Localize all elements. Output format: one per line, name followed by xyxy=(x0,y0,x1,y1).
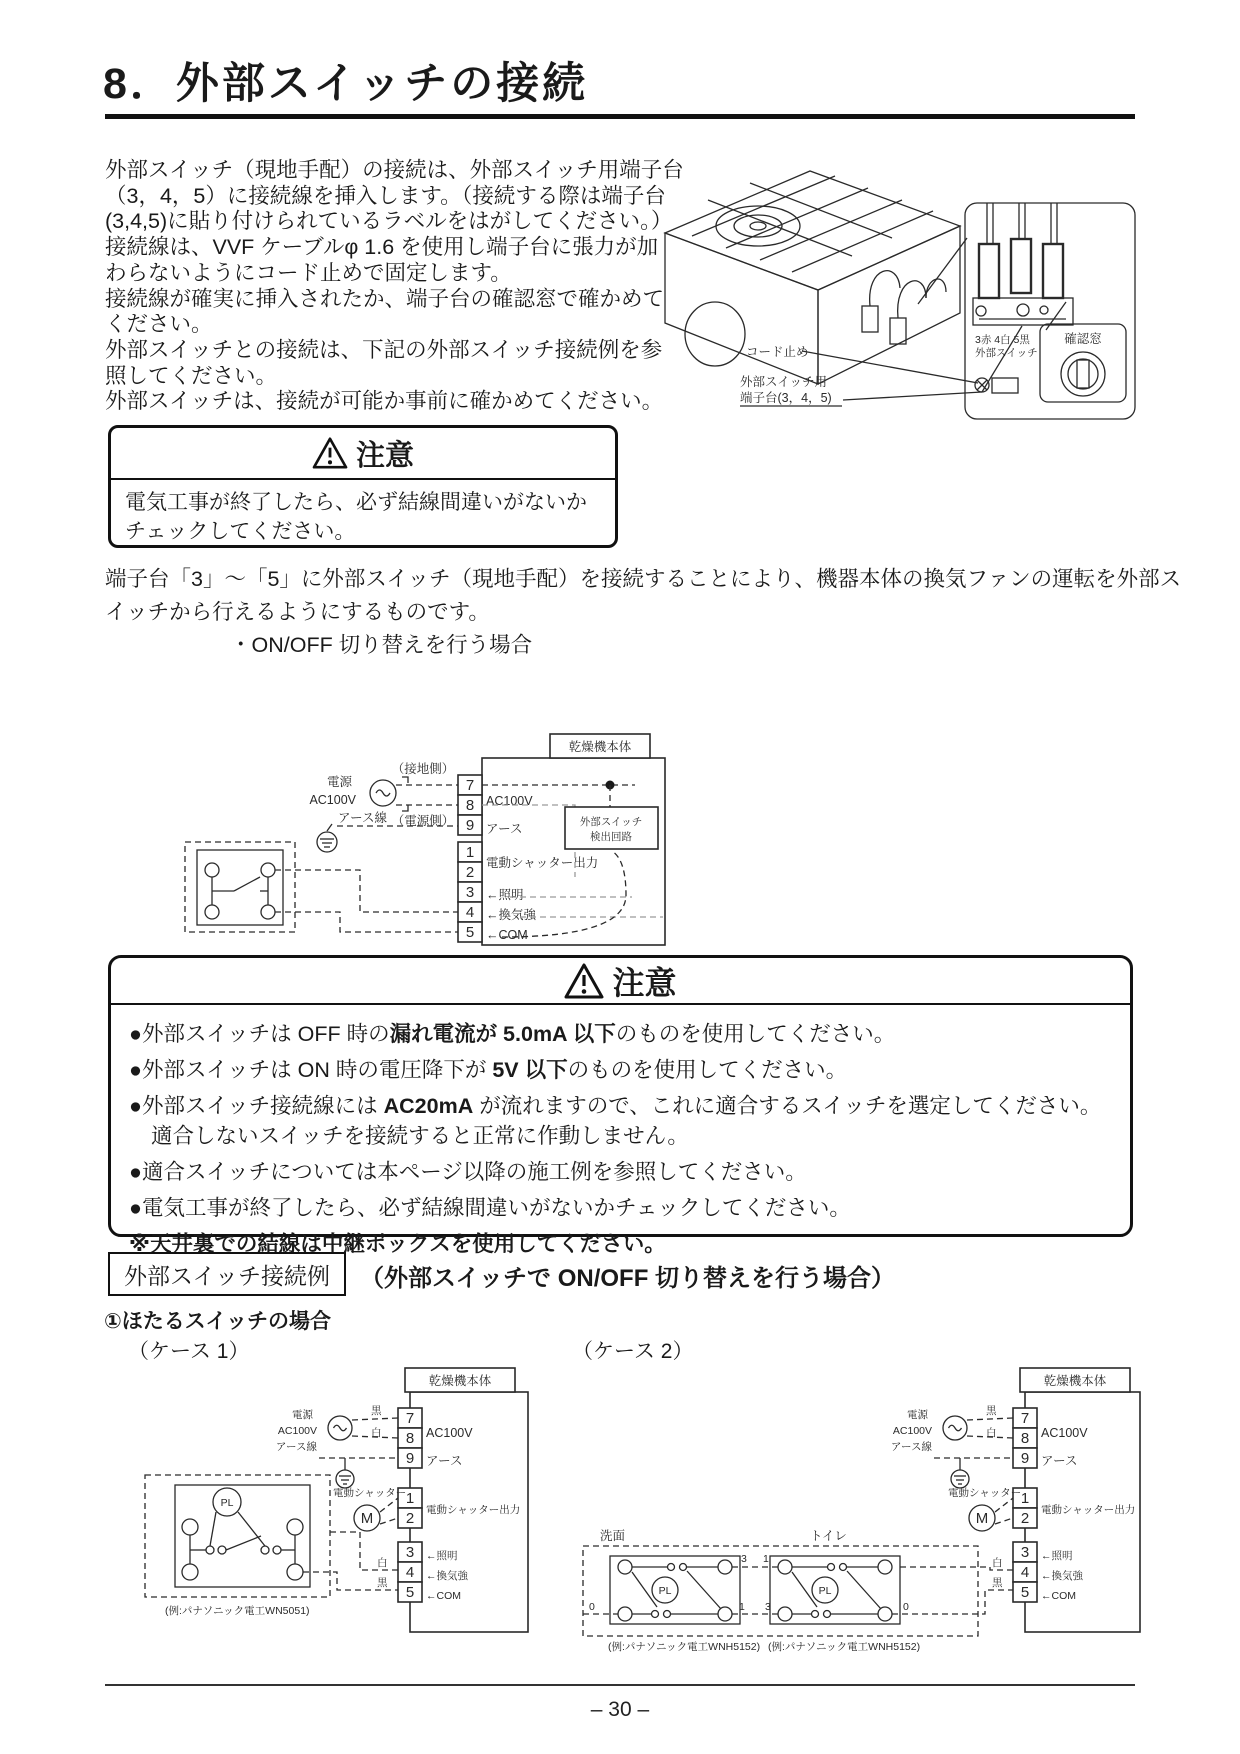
power-label: 電源 xyxy=(326,775,352,789)
white-wire-label: 白 xyxy=(986,1427,997,1439)
shutter-out-label: 電動シャッター出力 xyxy=(426,1504,521,1516)
caution-title: 注意 xyxy=(355,439,414,472)
power-ac-label: AC100V xyxy=(309,793,356,807)
cord-stop-label: コード止め xyxy=(746,345,809,359)
detect-circuit-line2: 検出回路 xyxy=(590,831,632,843)
middle-line: イッチから行えるようにするものです。 xyxy=(105,600,490,624)
warning-icon xyxy=(564,963,604,999)
unit-outline xyxy=(1020,1368,1140,1632)
intro-line: 外部スイッチとの接続は、下記の外部スイッチ接続例を参 xyxy=(105,337,663,362)
warning-icon xyxy=(312,437,348,469)
caution-bullet-continuation: 適合しないスイッチを接続すると正常に作動しません。 xyxy=(151,1124,689,1148)
terminal-detail-panel xyxy=(965,203,1135,419)
terminal-1: 1 xyxy=(1020,1490,1030,1507)
terminal-4: 4 xyxy=(1020,1564,1030,1581)
intro-paragraph xyxy=(105,158,684,415)
wire-color-label: 3赤 4白 5黒 xyxy=(975,334,1030,346)
intro-line: 接続線は、VVF ケーブルφ 1.6 を使用し端子台に張力が加 xyxy=(105,235,659,260)
terminal-5: 5 xyxy=(1020,1584,1030,1601)
terminal-1: 1 xyxy=(465,844,475,861)
vent-label: ←換気強 xyxy=(1041,1570,1083,1582)
terminal-callout-line1: 外部スイッチ用 xyxy=(740,375,828,389)
com-label: ←COM xyxy=(486,928,528,942)
case2-label: （ケース 2） xyxy=(572,1340,694,1363)
terminal-5: 5 xyxy=(405,1584,415,1601)
com-label: ←COM xyxy=(1041,1590,1076,1602)
ac-label: AC100V xyxy=(1041,1426,1088,1440)
power-label: 電源 xyxy=(907,1409,928,1421)
ac-label: AC100V xyxy=(426,1426,473,1440)
wire-number: 0 xyxy=(903,1601,909,1613)
caution-bullet: ●電気工事が終了したら、必ず結線間違いがないかチェックしてください。 xyxy=(129,1196,851,1220)
unit-illustration xyxy=(630,138,1140,434)
terminal-9: 9 xyxy=(405,1450,415,1467)
com-label: ←COM xyxy=(426,1590,461,1602)
section-subtitle: （外部スイッチで ON/OFF 切り替えを行う場合） xyxy=(360,1265,896,1292)
switch-example-caption: (例:パナソニック電工WNH5152) xyxy=(608,1641,761,1653)
caution-box-2 xyxy=(108,955,1133,1256)
caution-box-1 xyxy=(108,425,618,548)
washroom-label: 洗面 xyxy=(600,1529,626,1543)
earth-wire-label: アース線 xyxy=(338,811,388,825)
intro-line: (3,4,5)に貼り付けられているラベルをはがしてください。） xyxy=(105,209,673,234)
section-label-box xyxy=(108,1252,346,1296)
earth-wire-label: アース線 xyxy=(275,1441,317,1453)
ac-label: AC100V xyxy=(486,794,533,808)
power-source xyxy=(309,761,458,852)
wiring-diagram-onoff xyxy=(180,645,680,950)
wire-number: 3 xyxy=(741,1553,747,1565)
vent-label: ←換気強 xyxy=(426,1570,468,1582)
light-label: ←照明 xyxy=(426,1550,458,1562)
earth-label: アース xyxy=(486,822,523,836)
power-source xyxy=(891,1405,1013,1488)
white-wire-label: 白 xyxy=(992,1557,1003,1569)
terminal-7: 7 xyxy=(1020,1410,1030,1427)
shutter-motor xyxy=(333,1486,406,1531)
pilot-lamp: PL xyxy=(658,1585,672,1597)
earth-wire-label: アース線 xyxy=(890,1441,932,1453)
terminal-9: 9 xyxy=(1020,1450,1030,1467)
terminal-4: 4 xyxy=(465,904,475,921)
external-switch xyxy=(185,842,458,932)
window-label: 確認窓 xyxy=(1064,332,1102,346)
shutter-label: 電動シャッター xyxy=(948,1487,1022,1499)
intro-line: わらないようにコード止めで固定します。 xyxy=(105,260,512,285)
caution-title: 注意 xyxy=(612,964,677,1001)
caution-bullet: ●外部スイッチは ON 時の電圧降下が 5V 以下のものを使用してください。 xyxy=(129,1058,848,1082)
terminal-3: 3 xyxy=(405,1544,415,1561)
pilot-lamp: PL xyxy=(220,1497,234,1509)
terminal-9: 9 xyxy=(465,817,475,834)
ext-switch-label: 外部スイッチ xyxy=(975,347,1038,359)
power-source xyxy=(276,1405,398,1488)
title-rule xyxy=(105,114,1135,119)
unit-title: 乾燥機本体 xyxy=(1043,1374,1107,1388)
shutter-motor xyxy=(948,1486,1021,1531)
terminal-3: 3 xyxy=(1020,1544,1030,1561)
section-label: 外部スイッチ接続例 xyxy=(123,1262,331,1289)
black-wire-label: 黒 xyxy=(371,1405,382,1417)
black-wire-label: 黒 xyxy=(992,1577,1003,1589)
black-wire-label: 黒 xyxy=(986,1405,997,1417)
white-wire-label: 白 xyxy=(377,1557,388,1569)
caution-body: 電気工事が終了したら、必ず結線間違いがないかチェックしてください。 xyxy=(125,491,587,543)
bullet-dot: ● xyxy=(129,1196,142,1220)
light-label: ←照明 xyxy=(1041,1550,1073,1562)
middle-line: 端子台「3」～「5」に外部スイッチ（現地手配）を接続することにより、機器本体の換気ファンの運転を外部ス xyxy=(105,567,1182,591)
earth-label: アース xyxy=(426,1454,463,1468)
detect-circuit-line1: 外部スイッチ xyxy=(579,816,643,828)
motor-m: M xyxy=(975,1510,989,1527)
pilot-lamp: PL xyxy=(818,1585,832,1597)
terminal-8: 8 xyxy=(1020,1430,1030,1447)
shutter-out-label: 電動シャッター出力 xyxy=(1041,1504,1136,1516)
terminal-1: 1 xyxy=(405,1490,415,1507)
terminal-2: 2 xyxy=(465,864,475,881)
caution-header xyxy=(111,428,615,480)
terminal-7: 7 xyxy=(405,1410,415,1427)
power-label: 電源 xyxy=(292,1409,313,1421)
bullet-dot: ● xyxy=(129,1160,142,1184)
terminal-2: 2 xyxy=(405,1510,415,1527)
light-label: ←照明 xyxy=(486,888,524,902)
black-wire-label: 黒 xyxy=(377,1577,388,1589)
earth-label: アース xyxy=(1041,1454,1078,1468)
ground-side-label: （接地側） xyxy=(391,762,455,776)
onoff-case-label: ・ON/OFF 切り替えを行う場合 xyxy=(230,633,533,657)
intro-line: 照してください。 xyxy=(105,363,278,388)
bullet-dot: ● xyxy=(129,1094,142,1118)
hotaru-switch-heading: ①ほたるスイッチの場合 xyxy=(104,1310,331,1333)
terminal-4: 4 xyxy=(405,1564,415,1581)
caution-note: ※天井裏での結線は中継ボックスを使用してください。 xyxy=(129,1232,666,1256)
case1-label: （ケース 1） xyxy=(128,1340,250,1363)
shutter-label: 電動シャッター xyxy=(333,1487,407,1499)
wire-number: 1 xyxy=(763,1553,769,1565)
switch-example-caption: (例:パナソニック電工WNH5152) xyxy=(768,1641,921,1653)
vent-label: ←換気強 xyxy=(486,908,537,922)
bullet-dot: ● xyxy=(129,1058,142,1082)
case1-diagram xyxy=(105,1362,535,1662)
caution-bullet: ●適合スイッチについては本ページ以降の施工例を参照してください。 xyxy=(129,1160,807,1184)
wire-number: 0 xyxy=(589,1601,595,1613)
unit-title: 乾燥機本体 xyxy=(568,740,632,754)
caution-header xyxy=(111,958,1130,1005)
intro-line: ください。 xyxy=(105,312,213,337)
intro-line: 外部スイッチは、接続が可能か事前に確かめてください。 xyxy=(105,389,664,414)
case2-diagram xyxy=(525,1362,1145,1662)
power-side-label: （電源側） xyxy=(391,814,455,828)
power-ac-label: AC100V xyxy=(277,1425,317,1437)
dryer-isometric-drawing xyxy=(665,171,967,384)
wire-number: 1 xyxy=(739,1601,745,1613)
terminal-callout-line2: 端子台(3，4，5) xyxy=(740,391,832,405)
terminal-7: 7 xyxy=(465,777,475,794)
intro-line: 外部スイッチ（現地手配）の接続は、外部スイッチ用端子台 xyxy=(105,158,684,182)
caution-bullet: ●外部スイッチ接続線には AC20mA が流れますので、これに適合するスイッチを選定してください。 xyxy=(129,1094,1102,1118)
intro-line: （3，4，5）に接続線を挿入します。（接続する際は端子台 xyxy=(105,183,666,208)
terminal-8: 8 xyxy=(405,1430,415,1447)
motor-m: M xyxy=(360,1510,374,1527)
power-ac-label: AC100V xyxy=(892,1425,932,1437)
page-number: – 30 – xyxy=(590,1698,650,1721)
terminal-5: 5 xyxy=(465,924,475,941)
caution-bullets xyxy=(111,1005,1130,1258)
shutter-out-label: 電動シャッター出力 xyxy=(486,856,599,870)
page-title: 8．外部スイッチの接続 xyxy=(103,60,589,108)
toilet-label: トイレ xyxy=(810,1529,847,1543)
terminal-8: 8 xyxy=(465,797,475,814)
intro-line: 接続線が確実に挿入されたか、端子台の確認窓で確かめて xyxy=(105,286,665,311)
switch-example-caption: (例:パナソニック電工WN5051) xyxy=(165,1605,310,1617)
footer-rule xyxy=(105,1684,1135,1686)
caution-bullet: ●外部スイッチは OFF 時の漏れ電流が 5.0mA 以下のものを使用してください。 xyxy=(129,1022,896,1046)
white-wire-label: 白 xyxy=(371,1427,382,1439)
terminal-3: 3 xyxy=(465,884,475,901)
unit-outline xyxy=(405,1368,528,1632)
three-way-switches xyxy=(583,1528,1013,1653)
unit-title: 乾燥機本体 xyxy=(428,1374,492,1388)
wire-number: 3 xyxy=(765,1601,771,1613)
bullet-dot: ● xyxy=(129,1022,142,1046)
terminal-2: 2 xyxy=(1020,1510,1030,1527)
